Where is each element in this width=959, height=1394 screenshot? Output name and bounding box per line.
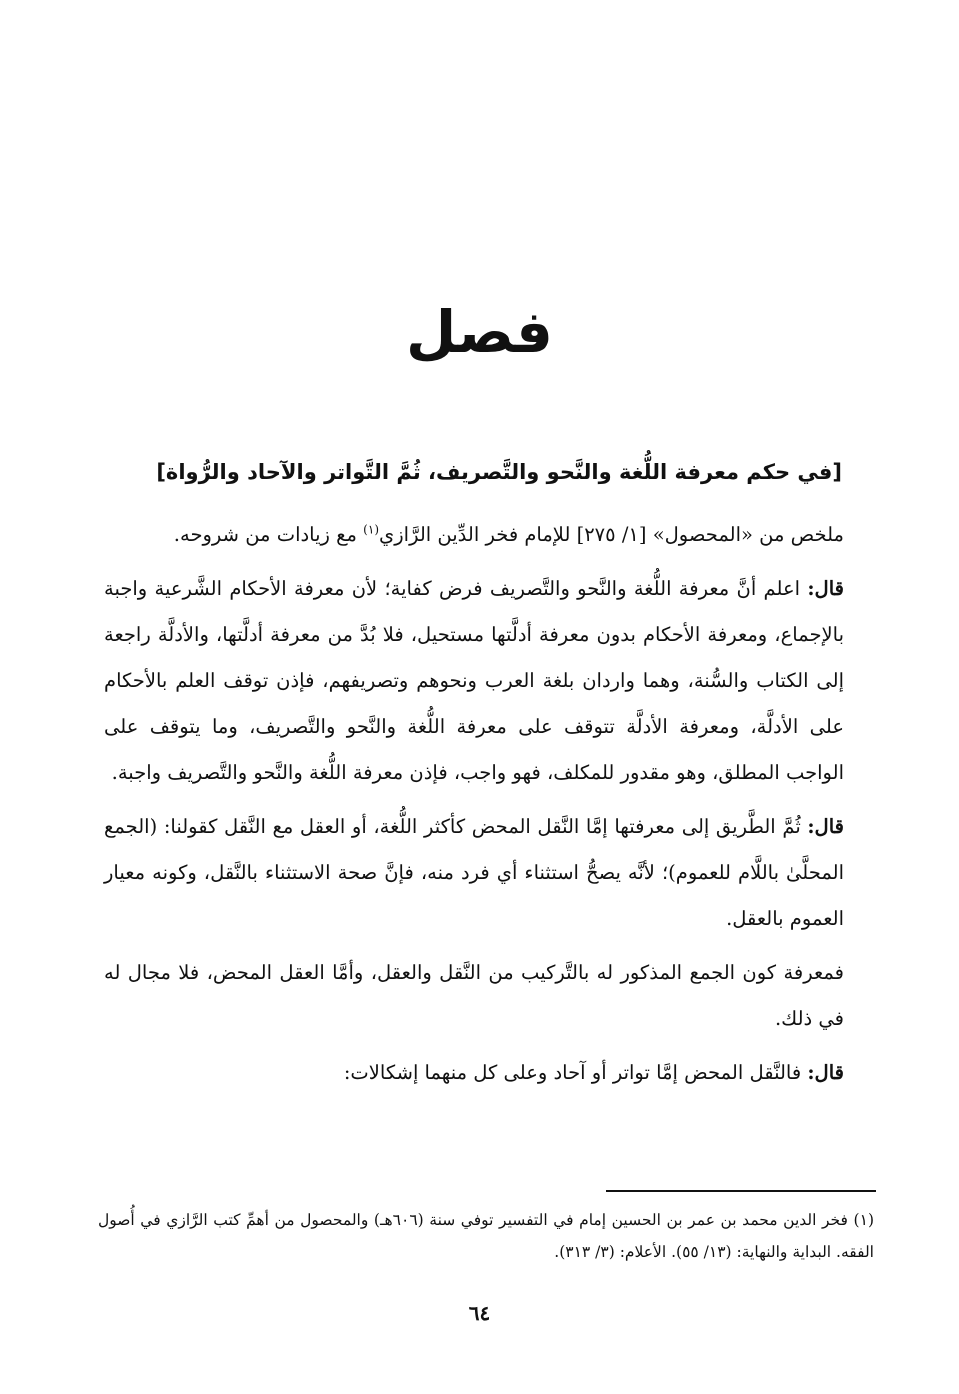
paragraph: [104, 1050, 844, 1096]
paragraph-text: فالنَّقل المحض إمَّا تواتر أو آحاد وعلى كل منهما إشكالات:: [343, 1061, 808, 1084]
footnote-item: [98, 1204, 874, 1268]
footnotes: [98, 1204, 874, 1268]
footnote-divider: [606, 1190, 876, 1192]
paragraph: [104, 804, 844, 942]
paragraph-label: قال:: [807, 815, 844, 838]
intro-paragraph: [104, 512, 844, 558]
intro-text-continued: مع زيادات من شروحه.: [173, 523, 364, 546]
paragraph-label: قال:: [807, 1061, 844, 1084]
chapter-title: فصل: [406, 298, 553, 366]
footnote-number: (١): [853, 1211, 874, 1229]
intro-text: ملخص من «المحصول» [١/ ٢٧٥] للإمام فخر الدِّين الرَّازي: [379, 523, 844, 546]
body-text: [104, 512, 844, 1104]
footnote-text: فخر الدين محمد بن عمر بن الحسين إمام في التفسير توفي سنة (٦٠٦هـ) والمحصول من أهمِّ كتب الرَّازي في أُصول الفقه. البداية والنهاية: (١٣/ ٥٥). الأعلام: (٣/ ٣١٣).: [98, 1211, 874, 1261]
paragraph-text: فمعرفة كون الجمع المذكور له بالتَّركيب من النَّقل والعقل، وأمَّا العقل المحض، فلا مجال له في ذلك.: [104, 961, 844, 1030]
paragraph-text: ثُمَّ الطَّريق إلى معرفتها إمَّا النَّقل المحض كأكثر اللُّغة، أو العقل مع النَّقل كقولنا: (الجمع المحلَّىٰ باللَّام للعموم)؛ لأنَّه يصحُّ استثناء أي فرد منه، فإنَّ صحة الاستثناء بالنَّقل، وكونه معيار العموم بالعقل.: [104, 815, 844, 930]
section-heading: [في حكم معرفة اللُّغة والنَّحو والتَّصريف، ثُمَّ التَّواتر والآحاد والرُّواة]: [156, 460, 842, 484]
page-number: ٦٤: [468, 1301, 491, 1325]
paragraph: [104, 950, 844, 1042]
paragraph-label: قال:: [807, 577, 844, 600]
paragraph: [104, 566, 844, 796]
footnote-reference[interactable]: (١): [363, 522, 379, 537]
paragraph-text: اعلم أنَّ معرفة اللُّغة والنَّحو والتَّصريف فرض كفاية؛ لأن معرفة الأحكام الشَّرعية واجبة بالإجماع، ومعرفة الأحكام بدون معرفة أدلَّتها مستحيل، فلا بُدَّ من معرفة أدلَّتها، والأدلَّة راجعة إلى الكتاب والسُّنة، وهما واردان بلغة العرب ونحوهم وتصريفهم، فإذن توقف العلم بالأحكام على الأدلَّة، ومعرفة الأدلَّة تتوقف على معرفة اللُّغة والنَّحو والتَّصريف، وما يتوقف على الواجب المطلق، وهو مقدور للمكلف، فهو واجب، فإذن معرفة اللُّغة والنَّحو والتَّصريف واجبة.: [104, 577, 844, 784]
